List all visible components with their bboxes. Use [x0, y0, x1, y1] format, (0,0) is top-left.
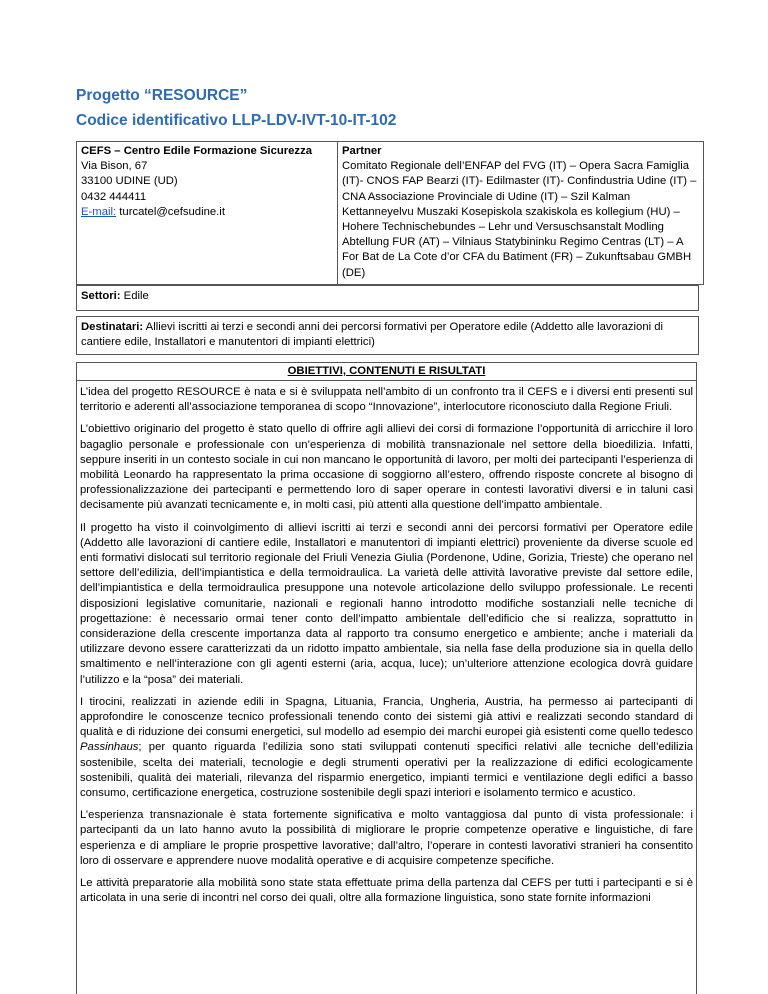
coordinator-address1: Via Bison, 67 — [81, 160, 148, 173]
email-link[interactable]: E-mail: — [81, 205, 117, 218]
paragraph-3: Il progetto ha visto il coinvolgimento di allievi iscritti ai terzi e secondi anni dei percorsi formativi per Operatore edile (Addetto alle lavorazioni di cantiere edile, Installatori e manutentori di impianti elettrici) proveniente da diverse scuole ed enti formativi dislocati sul territorio regionale del Friuli Venezia Giulia (Pordenone, Udine, Gorizia, Trieste) che operano nel settore dell’edilizia, dell’impiantistica e della termoidraulica. La varietà delle attività lavorative previste dal settore edile, dell’impiantistica e della termoidraulica presuppone una notevole articolazione dello sviluppo professionale. Le recenti disposizioni legislative comunitarie, nazionali e regionali hanno introdotto modifiche sostanziali nelle tecniche di progettazione: è necessario ormai tener conto dell’impatto ambientale dell’edificio che si realizza, soprattutto in considerazione della crescente importanza data al rapporto tra consumo energetico e ambiente; anche i materiali da utilizzare devono essere caratterizzati da un ridotto impatto ambientale, sia nella fase della produzione sia in quella dello smaltimento e nell’interazione con gli agenti esterni (aria, acqua, luce); un’ulteriore attenzione ecologica dovrà guidare l’utilizzo e la “posa” dei materiali. — [80, 521, 693, 686]
partner-text: Comitato Regionale dell’ENFAP del FVG (IT) – Opera Sacra Famiglia (IT)- CNOS FAP Bearzi (IT)- Edilmaster (IT)- Confindustria Udine (IT) – CNA Associazione Provinciale di Udine (IT) – Szil Kalman Kettanneyelvu Muszaki Kosepiskola szakiskola es kollegium (HU) – Hohere Technischebundes – Lehr und Versuschsanstalt Modling Abtellung FUR (AT) – Vilniaus Statybininku Regimo Centras (LT) – A For Bat de La Cote d’or CFA du Batiment (FR) – Zukunftsabau GMBH (DE) — [342, 160, 697, 279]
settori-label: Settori: — [81, 290, 121, 302]
email-address: turcatel@cefsudine.it — [116, 205, 225, 218]
coordinator-address2: 33100 UDINE (UD) — [81, 175, 178, 188]
paragraph-2: L’obiettivo originario del progetto è stato quello di offrire agli allievi dei corsi di formazione l’opportunità di arricchire il loro bagaglio personale e professionale con un’esperienza di mobilità transnazionale nel settore della bioedilizia. Infatti, seppure inseriti in un contesto sociale in cui non mancano le opportunità di lavoro, per molti dei partecipanti l’esperienza di mobilità Leonardo ha rappresentato la prima occasione di soggiorno all’estero, offrendo risposte concrete al bisogno di professionalizzazione dei partecipanti e permettendo loro di saper operare in contesti lavorativi diversi e in taluni casi decisamente più avanzati tecnicamente e, in molti casi, più attenti alla questione dell’impatto ambientale. — [80, 423, 693, 512]
partner-label: Partner — [342, 145, 382, 157]
paragraph-4-part-b: ; per quanto riguarda l’edilizia sono stati sviluppati contenuti specifici relativi alle tecniche dell’edilizia sostenibile, scelta dei materiali, tecnologie e degli strumenti operativi per la realizzazione di edifici ecologicamente sostenibili, qualità dei materiali, rilevanza del risparmio energetico, impianti termici e ventilazione degli edifici a basso consumo, certificazione energetica, costruzione sostenibile degli spazi interiori e isolamento termico e acustico. — [80, 741, 693, 800]
paragraph-1: L’idea del progetto RESOURCE è nata e si è sviluppata nell’ambito di un confronto tra il CEFS e i diversi enti presenti sul territorio e aderenti all’associazione temporanea di scopo “Innovazione”, interlocutore riconosciuto dalla Regione Friuli. — [80, 386, 693, 414]
coordinator-name: CEFS – Centro Edile Formazione Sicurezza — [81, 145, 313, 157]
paragraph-4-emphasis: Passinhaus — [80, 741, 139, 754]
paragraph-6: Le attività preparatorie alla mobilità sono state stata effettuate prima della partenza dal CEFS per tutti i partecipanti e si è articolata in una serie di incontri nel corso dei quali, oltre alla formazione linguistica, sono state fornite informazioni — [80, 877, 693, 905]
destinatari-value: Allievi iscritti ai terzi e secondi anni dei percorsi formativi per Operatore edile (Addetto alle lavorazioni di cantiere edile, Installatori e manutentori di impianti elettrici) — [81, 321, 664, 349]
destinatari-box — [76, 316, 699, 355]
objectives-heading: OBIETTIVI, CONTENUTI E RISULTATI — [77, 362, 696, 381]
paragraph-4-part-a: I tirocini, realizzati in aziende edili in Spagna, Lituania, Francia, Ungheria, Austria, ha permesso ai partecipanti di approfondire le conoscenze tecnico professionali tenendo conto dei sistemi già attivi e realizzati secondo standard di qualità e di riduzione dei consumi energetici, sul modello ad esempio dei marchi europei già esistenti come quello tedesco — [80, 695, 693, 739]
partner-cell — [338, 142, 704, 285]
settori-value: Edile — [120, 290, 149, 302]
coordinator-phone: 0432 444411 — [81, 190, 147, 203]
destinatari-label: Destinatari: — [81, 321, 144, 333]
coordinator-cell — [77, 142, 338, 285]
coordinator-email — [81, 205, 333, 220]
settori-box — [76, 285, 699, 311]
project-code: Codice identificativo LLP-LDV-IVT-10-IT-102 — [76, 112, 397, 129]
contacts-table — [76, 141, 704, 285]
paragraph-5: L’esperienza transnazionale è stata fortemente significativa e molto vantaggiosa dal punto di vista professionale: i partecipanti da un lato hanno avuto la possibilità di migliorare le proprie competenze operative e linguistiche, di fare esperienza e di ampliare le proprie prospettive lavorative; dall’altro, l’operare in contesti lavorativi stranieri ha consentito loro di osservare e apprendere nuove modalità operative e di acquisire competenze specifiche. — [80, 809, 693, 867]
project-title: Progetto “RESOURCE” — [76, 87, 248, 104]
objectives-section — [76, 362, 697, 994]
paragraph-4 — [77, 695, 696, 801]
